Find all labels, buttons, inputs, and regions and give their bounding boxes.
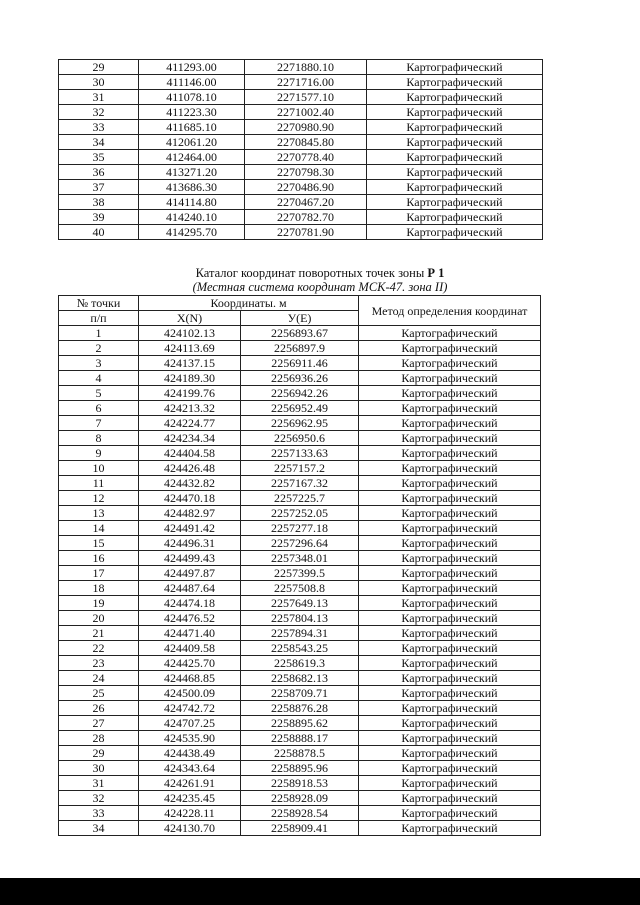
cell-x: 424476.52 — [139, 611, 241, 626]
cell-method: Картографический — [359, 581, 541, 596]
table-row — [59, 686, 541, 701]
table-row — [59, 821, 541, 836]
table-row — [59, 461, 541, 476]
cell-x: 424137.15 — [139, 356, 241, 371]
table-row — [59, 60, 543, 75]
table-row — [59, 446, 541, 461]
cell-point-no: 30 — [59, 75, 139, 90]
table-row — [59, 566, 541, 581]
cell-method: Картографический — [367, 60, 543, 75]
cell-point-no: 29 — [59, 746, 139, 761]
cell-point-no: 27 — [59, 716, 139, 731]
cell-method: Картографический — [359, 821, 541, 836]
cell-point-no: 2 — [59, 341, 139, 356]
cell-x: 424130.70 — [139, 821, 241, 836]
cell-y: 2257167.32 — [241, 476, 359, 491]
catalog-title — [100, 266, 540, 280]
cell-y: 2257894.31 — [241, 626, 359, 641]
cell-method: Картографический — [359, 776, 541, 791]
cell-x: 424742.72 — [139, 701, 241, 716]
cell-y: 2256893.67 — [241, 326, 359, 341]
cell-method: Картографический — [359, 761, 541, 776]
cell-point-no: 39 — [59, 210, 139, 225]
table-row — [59, 90, 543, 105]
cell-x: 424234.34 — [139, 431, 241, 446]
catalog-zone: Р 1 — [427, 266, 445, 280]
table-row — [59, 536, 541, 551]
cell-y: 2257133.63 — [241, 446, 359, 461]
table-row — [59, 105, 543, 120]
table-row — [59, 671, 541, 686]
cell-method: Картографический — [359, 491, 541, 506]
cell-x: 424482.97 — [139, 506, 241, 521]
cell-point-no: 34 — [59, 135, 139, 150]
cell-method: Картографический — [367, 90, 543, 105]
cell-method: Картографический — [359, 431, 541, 446]
cell-y: 2258709.71 — [241, 686, 359, 701]
cell-x: 424224.77 — [139, 416, 241, 431]
cell-y: 2258909.41 — [241, 821, 359, 836]
cell-y: 2270486.90 — [245, 180, 367, 195]
table-row — [59, 326, 541, 341]
cell-method: Картографический — [367, 210, 543, 225]
cell-point-no: 31 — [59, 90, 139, 105]
cell-y: 2258876.28 — [241, 701, 359, 716]
cell-point-no: 29 — [59, 60, 139, 75]
cell-point-no: 21 — [59, 626, 139, 641]
table-row — [59, 135, 543, 150]
cell-y: 2256897.9 — [241, 341, 359, 356]
cell-point-no: 13 — [59, 506, 139, 521]
table-row — [59, 180, 543, 195]
table-row — [59, 596, 541, 611]
cell-y: 2257252.05 — [241, 506, 359, 521]
cell-x: 424199.76 — [139, 386, 241, 401]
cell-method: Картографический — [359, 626, 541, 641]
cell-method: Картографический — [359, 536, 541, 551]
table-row — [59, 656, 541, 671]
table-row — [59, 476, 541, 491]
cell-x: 411293.00 — [139, 60, 245, 75]
table-row — [59, 150, 543, 165]
cell-x: 424409.58 — [139, 641, 241, 656]
table-row — [59, 506, 541, 521]
cell-point-no: 40 — [59, 225, 139, 240]
table-row — [59, 120, 543, 135]
catalog-title-text: Каталог координат поворотных точек зоны — [195, 266, 425, 280]
cell-y: 2257225.7 — [241, 491, 359, 506]
cell-method: Картографический — [359, 671, 541, 686]
cell-point-no: 22 — [59, 641, 139, 656]
cell-y: 2258928.54 — [241, 806, 359, 821]
continuation-table-body — [59, 60, 543, 240]
cell-x: 424499.43 — [139, 551, 241, 566]
cell-point-no: 24 — [59, 671, 139, 686]
coordinates-table-continuation — [58, 59, 543, 240]
cell-point-no: 11 — [59, 476, 139, 491]
cell-method: Картографический — [367, 165, 543, 180]
cell-point-no: 33 — [59, 806, 139, 821]
cell-y: 2258682.13 — [241, 671, 359, 686]
cell-y: 2256950.6 — [241, 431, 359, 446]
header-method: Метод определения координат — [359, 296, 541, 326]
cell-point-no: 16 — [59, 551, 139, 566]
cell-point-no: 10 — [59, 461, 139, 476]
cell-point-no: 32 — [59, 791, 139, 806]
cell-point-no: 3 — [59, 356, 139, 371]
cell-x: 424535.90 — [139, 731, 241, 746]
cell-x: 424261.91 — [139, 776, 241, 791]
cell-method: Картографический — [359, 566, 541, 581]
cell-y: 2258543.25 — [241, 641, 359, 656]
cell-point-no: 36 — [59, 165, 139, 180]
cell-point-no: 5 — [59, 386, 139, 401]
header-x: X(N) — [139, 311, 241, 326]
cell-x: 424189.30 — [139, 371, 241, 386]
table-row — [59, 626, 541, 641]
cell-x: 411146.00 — [139, 75, 245, 90]
cell-point-no: 35 — [59, 150, 139, 165]
cell-point-no: 30 — [59, 761, 139, 776]
cell-x: 413686.30 — [139, 180, 245, 195]
cell-method: Картографический — [359, 596, 541, 611]
cell-y: 2257157.2 — [241, 461, 359, 476]
cell-point-no: 38 — [59, 195, 139, 210]
cell-x: 414295.70 — [139, 225, 245, 240]
cell-method: Картографический — [359, 686, 541, 701]
cell-x: 424497.87 — [139, 566, 241, 581]
cell-method: Картографический — [359, 731, 541, 746]
cell-x: 424707.25 — [139, 716, 241, 731]
cell-point-no: 28 — [59, 731, 139, 746]
cell-y: 2270798.30 — [245, 165, 367, 180]
cell-point-no: 20 — [59, 611, 139, 626]
table-row — [59, 551, 541, 566]
cell-point-no: 19 — [59, 596, 139, 611]
cell-method: Картографический — [359, 416, 541, 431]
cell-point-no: 25 — [59, 686, 139, 701]
cell-point-no: 34 — [59, 821, 139, 836]
cell-method: Картографический — [359, 356, 541, 371]
cell-y: 2271002.40 — [245, 105, 367, 120]
cell-x: 414240.10 — [139, 210, 245, 225]
cell-method: Картографический — [359, 746, 541, 761]
cell-method: Картографический — [367, 120, 543, 135]
cell-y: 2258888.17 — [241, 731, 359, 746]
cell-y: 2258619.3 — [241, 656, 359, 671]
cell-x: 411685.10 — [139, 120, 245, 135]
cell-y: 2257348.01 — [241, 551, 359, 566]
cell-y: 2256962.95 — [241, 416, 359, 431]
cell-y: 2256936.26 — [241, 371, 359, 386]
cell-y: 2270845.80 — [245, 135, 367, 150]
cell-point-no: 32 — [59, 105, 139, 120]
cell-point-no: 26 — [59, 701, 139, 716]
table-row — [59, 416, 541, 431]
cell-method: Картографический — [359, 806, 541, 821]
cell-y: 2258895.96 — [241, 761, 359, 776]
cell-point-no: 4 — [59, 371, 139, 386]
cell-point-no: 33 — [59, 120, 139, 135]
cell-x: 424213.32 — [139, 401, 241, 416]
table-row — [59, 806, 541, 821]
cell-y: 2270781.90 — [245, 225, 367, 240]
cell-method: Картографический — [359, 446, 541, 461]
cell-method: Картографический — [359, 611, 541, 626]
cell-point-no: 31 — [59, 776, 139, 791]
cell-x: 424426.48 — [139, 461, 241, 476]
cell-y: 2258895.62 — [241, 716, 359, 731]
cell-y: 2257399.5 — [241, 566, 359, 581]
cell-method: Картографический — [367, 180, 543, 195]
header-coordinates: Координаты. м — [139, 296, 359, 311]
cell-method: Картографический — [367, 75, 543, 90]
cell-y: 2257804.13 — [241, 611, 359, 626]
cell-y: 2256952.49 — [241, 401, 359, 416]
cell-method: Картографический — [367, 195, 543, 210]
cell-method: Картографический — [367, 150, 543, 165]
cell-method: Картографический — [367, 105, 543, 120]
cell-method: Картографический — [359, 461, 541, 476]
cell-y: 2257277.18 — [241, 521, 359, 536]
cell-x: 424228.11 — [139, 806, 241, 821]
cell-x: 424500.09 — [139, 686, 241, 701]
cell-method: Картографический — [359, 371, 541, 386]
cell-y: 2256942.26 — [241, 386, 359, 401]
table-row — [59, 761, 541, 776]
cell-method: Картографический — [359, 326, 541, 341]
cell-y: 2270778.40 — [245, 150, 367, 165]
table-row — [59, 401, 541, 416]
cell-point-no: 18 — [59, 581, 139, 596]
cell-method: Картографический — [359, 341, 541, 356]
table-row — [59, 356, 541, 371]
cell-method: Картографический — [359, 401, 541, 416]
cell-y: 2256911.46 — [241, 356, 359, 371]
cell-point-no: 37 — [59, 180, 139, 195]
table-row — [59, 791, 541, 806]
table-row — [59, 746, 541, 761]
cell-method: Картографический — [367, 225, 543, 240]
cell-method: Картографический — [367, 135, 543, 150]
cell-x: 414114.80 — [139, 195, 245, 210]
cell-x: 412061.20 — [139, 135, 245, 150]
table-row — [59, 581, 541, 596]
cell-point-no: 7 — [59, 416, 139, 431]
cell-y: 2258878.5 — [241, 746, 359, 761]
header-point-no: № точки — [59, 296, 139, 311]
cell-x: 424496.31 — [139, 536, 241, 551]
cell-point-no: 8 — [59, 431, 139, 446]
cell-y: 2270782.70 — [245, 210, 367, 225]
cell-x: 424102.13 — [139, 326, 241, 341]
cell-method: Картографический — [359, 701, 541, 716]
catalog-table-body — [59, 326, 541, 836]
cell-method: Картографический — [359, 476, 541, 491]
table-row — [59, 701, 541, 716]
cell-y: 2270980.90 — [245, 120, 367, 135]
cell-x: 411223.30 — [139, 105, 245, 120]
cell-method: Картографический — [359, 506, 541, 521]
cell-method: Картографический — [359, 656, 541, 671]
cell-x: 424438.49 — [139, 746, 241, 761]
cell-method: Картографический — [359, 551, 541, 566]
cell-y: 2257508.8 — [241, 581, 359, 596]
cell-point-no: 17 — [59, 566, 139, 581]
cell-y: 2271577.10 — [245, 90, 367, 105]
table-row — [59, 641, 541, 656]
table-row — [59, 521, 541, 536]
cell-y: 2258928.09 — [241, 791, 359, 806]
table-row — [59, 776, 541, 791]
cell-x: 424113.69 — [139, 341, 241, 356]
cell-x: 411078.10 — [139, 90, 245, 105]
cell-y: 2257296.64 — [241, 536, 359, 551]
cell-x: 424471.40 — [139, 626, 241, 641]
table-row — [59, 431, 541, 446]
cell-point-no: 23 — [59, 656, 139, 671]
cell-x: 424468.85 — [139, 671, 241, 686]
cell-x: 424487.64 — [139, 581, 241, 596]
cell-point-no: 15 — [59, 536, 139, 551]
cell-x: 424425.70 — [139, 656, 241, 671]
cell-method: Картографический — [359, 641, 541, 656]
table-row — [59, 491, 541, 506]
scan-bottom-edge — [0, 878, 640, 905]
cell-x: 413271.20 — [139, 165, 245, 180]
cell-x: 424491.42 — [139, 521, 241, 536]
cell-point-no: 12 — [59, 491, 139, 506]
header-point-no-sub: п/п — [59, 311, 139, 326]
cell-x: 424404.58 — [139, 446, 241, 461]
table-row — [59, 716, 541, 731]
table-row — [59, 731, 541, 746]
cell-x: 424474.18 — [139, 596, 241, 611]
cell-y: 2271716.00 — [245, 75, 367, 90]
cell-y: 2258918.53 — [241, 776, 359, 791]
table-row — [59, 165, 543, 180]
cell-x: 412464.00 — [139, 150, 245, 165]
coordinates-catalog-table — [58, 295, 541, 836]
cell-y: 2270467.20 — [245, 195, 367, 210]
table-row — [59, 195, 543, 210]
cell-method: Картографический — [359, 386, 541, 401]
table-row — [59, 225, 543, 240]
header-y: У(Е) — [241, 311, 359, 326]
cell-point-no: 1 — [59, 326, 139, 341]
cell-x: 424432.82 — [139, 476, 241, 491]
cell-method: Картографический — [359, 791, 541, 806]
cell-x: 424470.18 — [139, 491, 241, 506]
table-row — [59, 611, 541, 626]
table-row — [59, 75, 543, 90]
cell-method: Картографический — [359, 521, 541, 536]
table-row — [59, 341, 541, 356]
table-row — [59, 371, 541, 386]
cell-point-no: 6 — [59, 401, 139, 416]
cell-point-no: 14 — [59, 521, 139, 536]
cell-y: 2271880.10 — [245, 60, 367, 75]
catalog-subtitle: (Местная система координат МСК-47. зона II) — [192, 280, 448, 294]
cell-y: 2257649.13 — [241, 596, 359, 611]
catalog-table-header — [59, 296, 541, 326]
cell-x: 424343.64 — [139, 761, 241, 776]
cell-point-no: 9 — [59, 446, 139, 461]
table-row — [59, 210, 543, 225]
table-row — [59, 386, 541, 401]
cell-x: 424235.45 — [139, 791, 241, 806]
cell-method: Картографический — [359, 716, 541, 731]
